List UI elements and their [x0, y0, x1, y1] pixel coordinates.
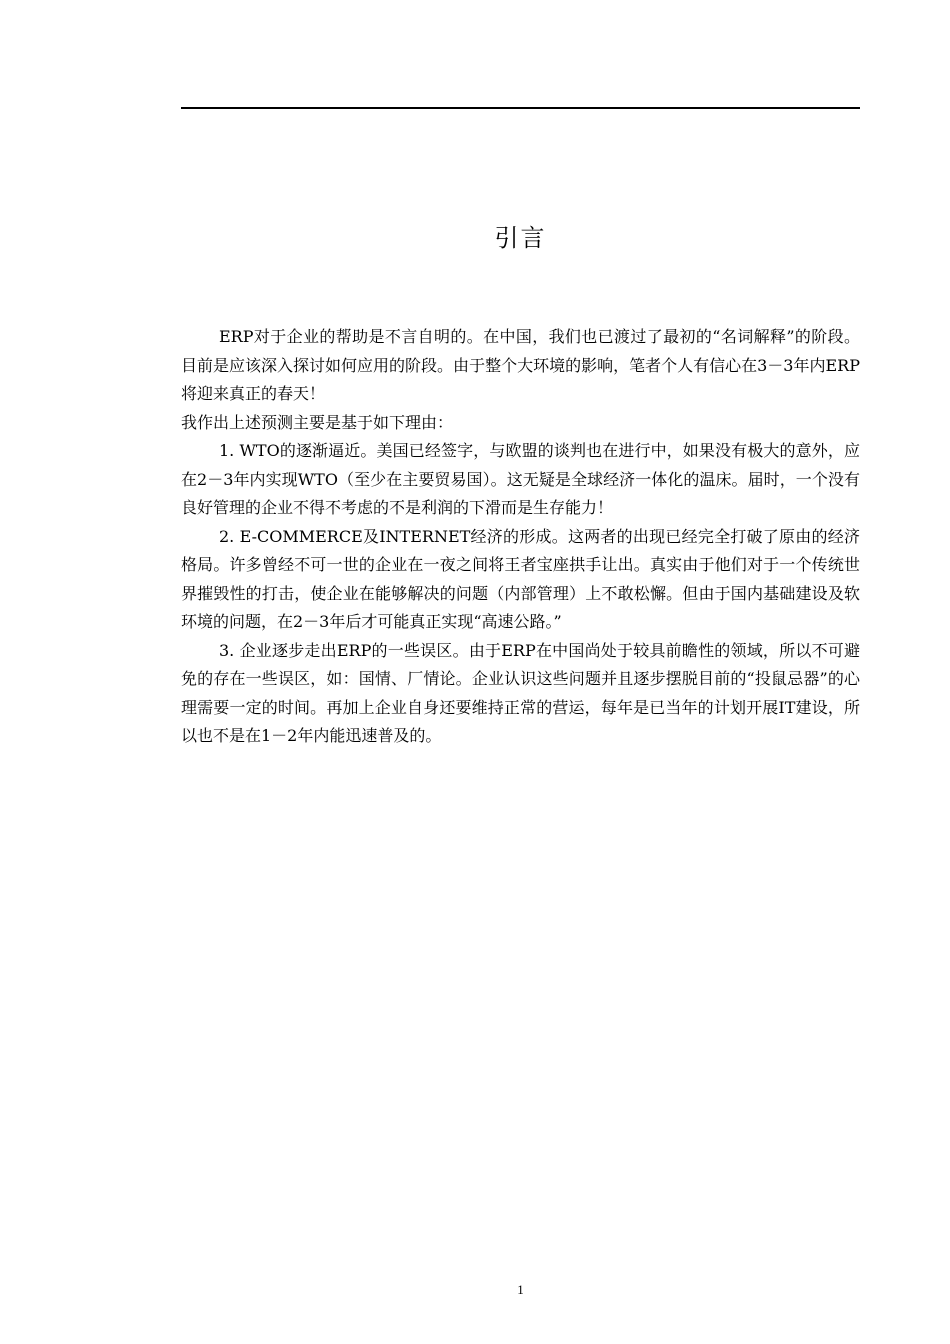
document-body [181, 323, 860, 751]
page-title: 引言 [494, 224, 547, 252]
header-rule [181, 107, 860, 109]
paragraph-reasons-lead: 我作出上述预测主要是基于如下理由： [181, 412, 454, 432]
paragraph-reason-3: 3. 企业逐步走出ERP的一些误区。由于ERP在中国尚处于较具前瞻性的领域，所以不可避免的存在一些误区，如：国情、厂情论。企业认识这些问题并且逐步摆脱目前的“投鼠忌器”的心理需要一定的时间。再加上企业自身还要维持正常的营运，每年是已当年的计划开展IT建设，所以也不是在1－2年内能迅速普及的。 [181, 640, 860, 745]
page-number: 1 [517, 1282, 524, 1297]
paragraph-reason-1: 1. WTO的逐渐逼近。美国已经签字，与欧盟的谈判也在进行中，如果没有极大的意外，应在2－3年内实现WTO（至少在主要贸易国）。这无疑是全球经济一体化的温床。届时，一个没有良好管理的企业不得不考虑的不是利润的下滑而是生存能力！ [181, 441, 860, 517]
paragraph-intro: ERP对于企业的帮助是不言自明的。在中国，我们也已渡过了最初的“名词解释”的阶段。目前是应该深入探讨如何应用的阶段。由于整个大环境的影响，笔者个人有信心在3－3年内ERP将迎来真正的春天！ [181, 327, 860, 403]
paragraph-reason-2: 2. E-COMMERCE及INTERNET经济的形成。这两者的出现已经完全打破了原由的经济格局。许多曾经不可一世的企业在一夜之间将王者宝座拱手让出。真实由于他们对于一个传统世界摧毁性的打击，使企业在能够解决的问题（内部管理）上不敢松懈。但由于国内基础建设及软环境的问题，在2－3年后才可能真正实现“高速公路。” [181, 526, 860, 631]
